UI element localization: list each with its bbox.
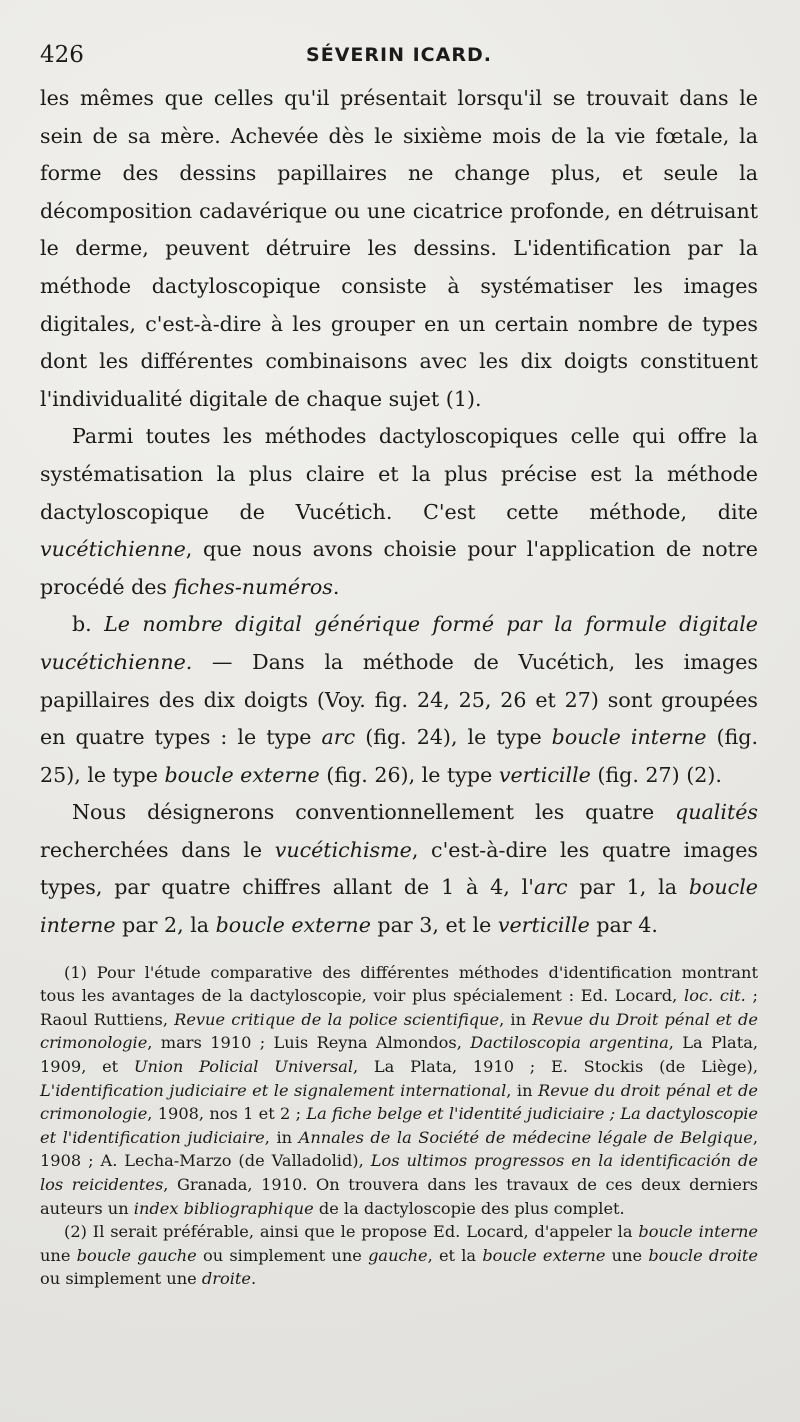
text-run: de la dactyloscopie des plus complet. — [313, 1198, 625, 1218]
text-run: (2) Il serait préférable, ainsi que le propose Ed. Locard, d'appeler la — [64, 1222, 639, 1242]
text-run: (1) Pour l'étude comparative des différentes méthodes d'identification montrant tous les avantages de la dactyloscopie, voir plus spécialement : Ed. Locard, — [40, 962, 758, 1006]
italic-text-run: verticille — [498, 762, 591, 787]
italic-text-run: boucle interne — [40, 875, 758, 938]
running-head — [40, 40, 758, 80]
italic-text-run: boucle interne — [638, 1222, 758, 1242]
footnote — [40, 961, 758, 1221]
italic-text-run: index bibliographique — [133, 1198, 314, 1218]
italic-text-run: vucétichienne — [40, 537, 186, 562]
text-run: par 3, et le — [370, 913, 498, 938]
text-run: . — [250, 1269, 257, 1289]
italic-text-run: Los ultimos progressos en la identificación de los reicidentes — [40, 1151, 758, 1194]
text-run: , 1908, nos 1 et 2 ; — [147, 1104, 307, 1124]
italic-text-run: Annales de la Société de médecine légale de Belgique — [298, 1127, 753, 1147]
body-text — [40, 80, 758, 945]
italic-text-run: vucétichisme — [274, 837, 412, 862]
text-run: (fig. 27) (2). — [590, 762, 722, 787]
paragraph — [40, 606, 758, 794]
italic-text-run: loc. cit. — [684, 986, 746, 1006]
text-run: — Dans la méthode de Vucétich, les images papillaires des dix doigts (Voy. fig. 24, 25, 26 et 27) sont groupées en quatre types : le type — [40, 649, 758, 750]
text-run: , in — [499, 1009, 533, 1029]
text-run: , mars 1910 ; Luis Reyna Almondos, — [147, 1033, 471, 1053]
text-run: b. — [72, 612, 105, 637]
text-run: ; Raoul Ruttiens, — [40, 986, 758, 1029]
text-run: une — [40, 1245, 77, 1265]
text-run: par 2, la — [115, 913, 216, 938]
italic-text-run: Dactiloscopia argentina — [470, 1033, 669, 1053]
text-run: , La Plata, 1910 ; E. Stockis (de Liège), — [353, 1057, 758, 1077]
italic-text-run: boucle gauche — [76, 1245, 197, 1265]
italic-text-run: boucle droite — [648, 1245, 758, 1265]
page-number: 426 — [40, 42, 84, 68]
text-run: (fig. 25), le type — [40, 725, 758, 787]
text-run: (fig. 26), le type — [319, 762, 499, 787]
text-run: , in — [264, 1127, 299, 1147]
italic-text-run: Le nombre digital générique formé par la formule digitale vucétichienne. — [40, 612, 758, 674]
italic-text-run: verticille — [497, 913, 590, 938]
text-run: ou simplement une — [196, 1245, 369, 1265]
paragraph — [40, 418, 758, 606]
text-run: par 4. — [589, 913, 658, 938]
text-run: recherchées dans le — [40, 837, 275, 862]
text-run: , in — [506, 1080, 539, 1100]
italic-text-run: La fiche belge et l'identité judiciaire ; La dactyloscopie et l'identification judiciaire — [40, 1104, 758, 1147]
text-run: , Granada, 1910. On trouvera dans les travaux de ces deux derniers auteurs un — [40, 1175, 758, 1218]
italic-text-run: qualités — [675, 800, 758, 825]
italic-text-run: arc — [533, 875, 568, 900]
italic-text-run: Union Policial Universal — [133, 1057, 354, 1077]
italic-text-run: droite — [201, 1269, 251, 1289]
text-run: (fig. 24), le type — [355, 725, 552, 750]
text-run: ou simplement une — [40, 1269, 202, 1289]
italic-text-run: boucle interne — [551, 725, 707, 750]
paragraph — [40, 80, 758, 418]
text-run: Parmi toutes les méthodes dactyloscopiques celle qui offre la systématisation la plus claire et la plus précise est la méthode dactyloscopique de Vucétich. C'est cette méthode, dite — [40, 424, 758, 524]
text-run: . — [332, 574, 340, 599]
footnote — [40, 1220, 758, 1291]
text-run: , et la — [427, 1245, 483, 1265]
italic-text-run: Revue du droit pénal et de crimonologie — [40, 1080, 758, 1124]
italic-text-run: Revue critique de la police scientifique — [174, 1009, 500, 1029]
paragraph — [40, 794, 758, 944]
text-run: Nous désignerons conventionnellement les quatre — [72, 800, 676, 825]
text-run: par 1, la — [567, 875, 689, 900]
italic-text-run: arc — [321, 725, 356, 750]
italic-text-run: boucle externe — [482, 1245, 606, 1265]
italic-text-run: boucle externe — [164, 762, 320, 787]
text-run: une — [605, 1245, 649, 1265]
italic-text-run: gauche — [368, 1245, 428, 1265]
running-title: SÉVERIN ICARD. — [306, 44, 492, 66]
text-run: , 1908 ; A. Lecha-Marzo (de Valladolid), — [40, 1127, 758, 1171]
text-run: les mêmes que celles qu'il présentait lorsqu'il se trouvait dans le sein de sa mère. Achevée dès le sixième mois de la vie fœtale, la forme des dessins papillaires ne change plus, et seule la décomposition cadavérique ou une cicatrice profonde, en détruisant le derme, peuvent détruire les dessins. L'identification par la méthode dactyloscopique consiste à systématiser les images digitales, c'est-à-dire à les grouper en un certain nombre de types dont les différentes combinaisons avec les dix doigts constituent l'individualité digitale de chaque sujet (1). — [40, 86, 758, 411]
text-run: , c'est-à-dire les quatre images types, par quatre chiffres allant de 1 à 4, l' — [40, 837, 758, 900]
text-run: , que nous avons choisie pour l'application de notre procédé des — [40, 537, 758, 599]
text-run: , La Plata, 1909, et — [40, 1033, 758, 1077]
italic-text-run: boucle externe — [215, 913, 371, 938]
footnotes — [40, 961, 758, 1291]
italic-text-run: L'identification judiciaire et le signalement international — [40, 1080, 507, 1100]
italic-text-run: Revue du Droit pénal et de crimonologie — [40, 1009, 758, 1053]
italic-text-run: fiches-numéros — [173, 574, 333, 599]
